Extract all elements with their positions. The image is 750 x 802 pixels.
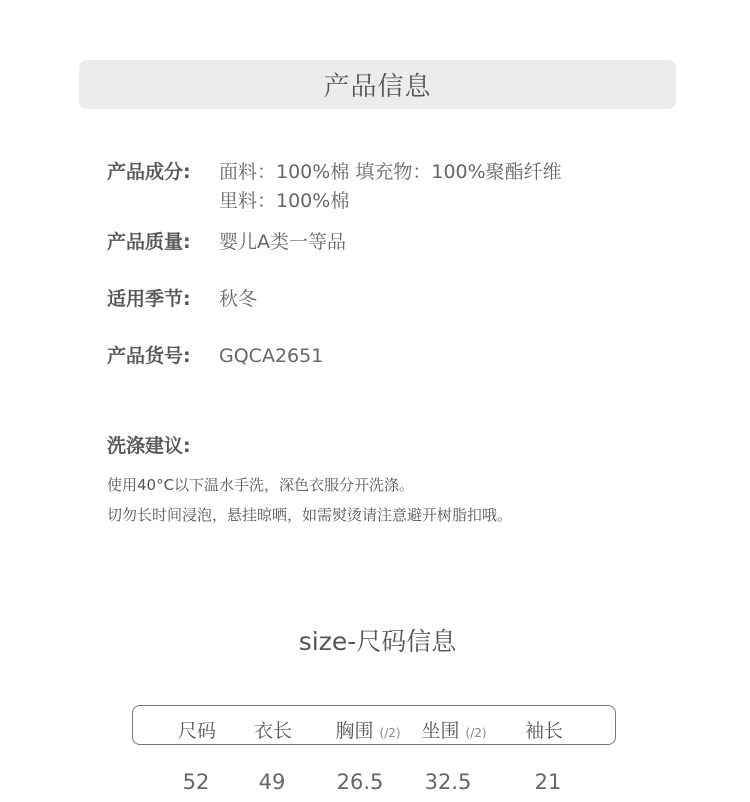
size-title: size-尺码信息 <box>298 627 457 656</box>
sku-row <box>107 342 323 371</box>
sku-value: GQCA2651 <box>219 345 324 367</box>
cell-sleeve: 21 <box>534 770 562 794</box>
cell-hip: 32.5 <box>424 770 472 794</box>
quality-row <box>107 228 346 257</box>
cell-chest: 26.5 <box>336 770 384 794</box>
quality-value: 婴儿A类一等品 <box>219 231 346 253</box>
header-length: 衣长 <box>253 720 293 742</box>
sku-label: 产品货号: <box>107 345 191 367</box>
season-row <box>107 285 257 314</box>
composition-line-2: 里料：100%棉 <box>219 190 350 212</box>
header-sleeve: 袖长 <box>524 720 564 742</box>
season-label: 适用季节: <box>107 288 191 310</box>
season-value: 秋冬 <box>219 288 258 310</box>
wash-line-2: 切勿长时间浸泡，悬挂晾晒，如需熨烫请注意避开树脂扣哦。 <box>107 506 513 524</box>
composition-label: 产品成分: <box>107 161 191 183</box>
wash-line-1: 使用40°C以下温水手洗，深色衣服分开洗涤。 <box>107 476 415 494</box>
quality-label: 产品质量: <box>107 231 191 253</box>
cell-size: 52 <box>182 770 210 794</box>
hip-note: (/2) <box>465 726 487 740</box>
banner-title: 产品信息 <box>323 72 432 102</box>
cell-length: 49 <box>258 770 286 794</box>
header-hip: 坐围 (/2) <box>421 720 487 742</box>
size-table-header <box>132 705 616 745</box>
header-chest: 胸围 (/2) <box>335 720 401 742</box>
composition-row <box>107 158 562 216</box>
wash-title: 洗涤建议: <box>107 435 191 457</box>
chest-note: (/2) <box>379 726 401 740</box>
composition-value <box>219 158 562 216</box>
composition-line-1: 面料：100%棉 填充物：100%聚酯纤维 <box>219 161 562 183</box>
product-info-banner <box>79 60 676 109</box>
header-size: 尺码 <box>177 720 217 742</box>
